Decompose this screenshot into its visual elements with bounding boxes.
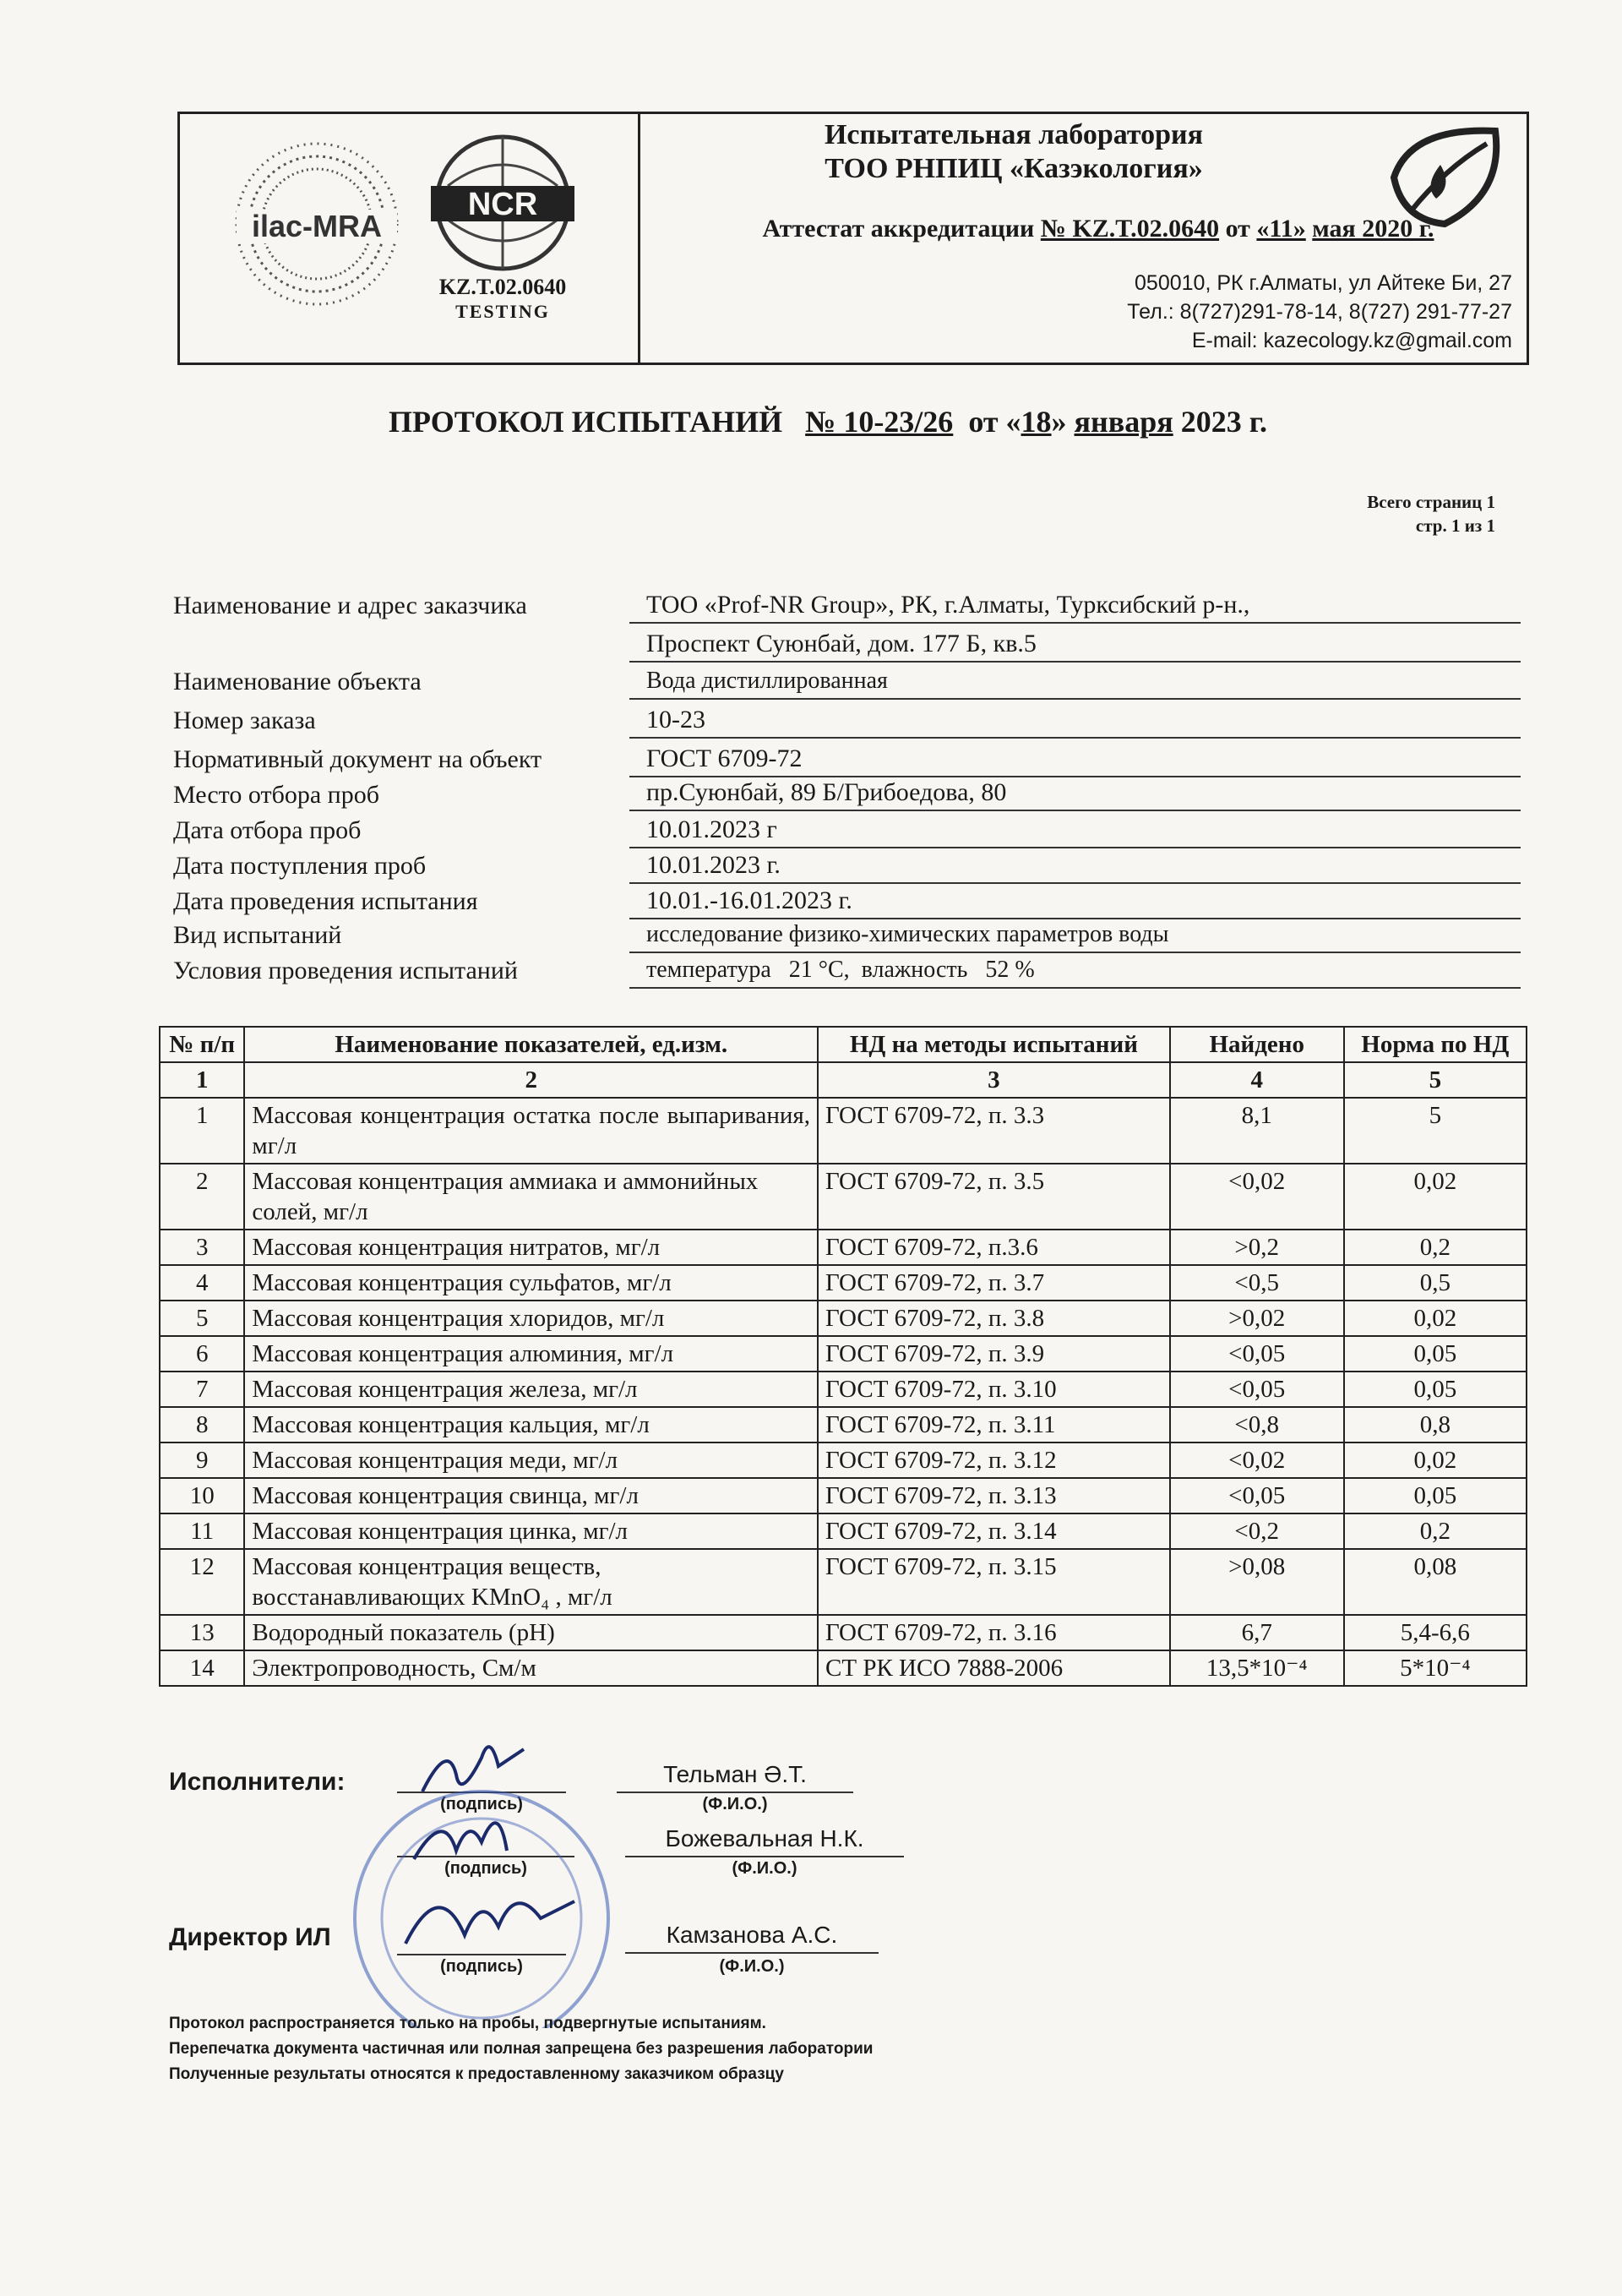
- table-row: [160, 1615, 1527, 1650]
- info-value: ГОСТ 6709-72: [629, 742, 1521, 777]
- cell-indicator: Массовая концентрация алюминия, мг/л: [244, 1336, 818, 1372]
- cell-number: 1: [160, 1098, 244, 1164]
- cell-found: <0,5: [1170, 1265, 1344, 1301]
- cell-number: 13: [160, 1615, 244, 1650]
- cell-norm: 0,2: [1344, 1513, 1527, 1549]
- table-row: [160, 1265, 1527, 1301]
- title-close: »: [1051, 405, 1067, 439]
- signature-2-icon: [414, 1823, 507, 1859]
- table-row: [160, 1549, 1527, 1615]
- cell-indicator: Массовая концентрация сульфатов, мг/л: [244, 1265, 818, 1301]
- cell-found: 6,7: [1170, 1615, 1344, 1650]
- executor2-name: Божевальная Н.К.: [665, 1825, 864, 1852]
- header-indicator: Наименование показателей, ед.изм.: [244, 1027, 818, 1062]
- address-line1: 050010, РК г.Алматы, ул Айтеке Би, 27: [1135, 271, 1512, 295]
- signature-3-icon: [406, 1901, 574, 1944]
- info-label: Дата поступления проб: [173, 852, 427, 880]
- ilac-text: ilac-MRA: [251, 209, 383, 243]
- signatures-and-stamp: [287, 1724, 676, 2028]
- cell-method: ГОСТ 6709-72, п. 3.13: [818, 1478, 1170, 1513]
- title-from: от «: [968, 405, 1021, 439]
- cell-norm: 5,4-6,6: [1344, 1615, 1527, 1650]
- cell-norm: 0,5: [1344, 1265, 1527, 1301]
- executor2-sign-caption: (подпись): [444, 1859, 527, 1878]
- info-value: 10.01.2023 г: [629, 813, 1521, 848]
- accreditation-from: от: [1225, 215, 1250, 243]
- info-value: Проспект Суюнбай, дом. 177 Б, кв.5: [629, 627, 1521, 663]
- info-value: исследование физико-химических параметров воды: [629, 918, 1521, 953]
- cell-method: ГОСТ 6709-72, п. 3.3: [818, 1098, 1170, 1164]
- protocol-title: [169, 404, 1487, 439]
- page-counter: [1183, 490, 1495, 537]
- cell-indicator: Массовая концентрация остатка после выпаривания, мг/л: [244, 1098, 818, 1164]
- director-fio-caption: (Ф.И.О.): [719, 1957, 785, 1976]
- footer-note: Протокол распространяется только на пробы, подвергнутые испытаниям.: [169, 2015, 766, 2032]
- executor1-fio-caption: (Ф.И.О.): [702, 1795, 768, 1813]
- pages-total: Всего страниц 1: [1367, 492, 1495, 512]
- title-month: января: [1074, 405, 1173, 439]
- cell-method: ГОСТ 6709-72, п. 3.7: [818, 1265, 1170, 1301]
- cell-norm: 0,05: [1344, 1372, 1527, 1407]
- header-divider: [638, 112, 640, 365]
- executors-label: Исполнители:: [169, 1768, 346, 1796]
- lab-name-line1: Испытательная лаборатория: [824, 119, 1204, 150]
- title-day: 18: [1021, 405, 1052, 439]
- cell-method: ГОСТ 6709-72, п. 3.10: [818, 1372, 1170, 1407]
- stamp-icon: [355, 1792, 608, 2028]
- cell-method: ГОСТ 6709-72, п. 3.12: [818, 1442, 1170, 1478]
- header-norm: Норма по НД: [1344, 1027, 1527, 1062]
- cell-number: 9: [160, 1442, 244, 1478]
- ncr-text: NCR: [467, 187, 538, 222]
- table-row: [160, 1301, 1527, 1336]
- info-label: Место отбора проб: [173, 781, 379, 809]
- info-value: Вода дистиллированная: [629, 664, 1521, 700]
- cell-found: <0,05: [1170, 1372, 1344, 1407]
- info-label: Наименование объекта: [173, 668, 422, 695]
- colnum-3: 3: [818, 1062, 1170, 1098]
- cell-indicator: Массовая концентрация цинка, мг/л: [244, 1513, 818, 1549]
- cell-norm: 5: [1344, 1098, 1527, 1164]
- cell-norm: 0,02: [1344, 1301, 1527, 1336]
- info-value: 10.01.2023 г.: [629, 848, 1521, 884]
- table-row: [160, 1230, 1527, 1265]
- cell-method: ГОСТ 6709-72, п. 3.5: [818, 1164, 1170, 1230]
- cell-number: 10: [160, 1478, 244, 1513]
- table-row: [160, 1442, 1527, 1478]
- table-body: [160, 1098, 1527, 1686]
- cell-indicator: Массовая концентрация кальция, мг/л: [244, 1407, 818, 1442]
- cell-norm: 0,02: [1344, 1164, 1527, 1230]
- cell-indicator: Массовая концентрация аммиака и аммонийных солей, мг/л: [244, 1164, 818, 1230]
- table-row: [160, 1098, 1527, 1164]
- cell-norm: 0,8: [1344, 1407, 1527, 1442]
- lab-address: [760, 269, 1512, 355]
- cell-found: <0,8: [1170, 1407, 1344, 1442]
- cell-indicator: Массовая концентрация нитратов, мг/л: [244, 1230, 818, 1265]
- info-value: пр.Суюнбай, 89 Б/Грибоедова, 80: [629, 776, 1521, 811]
- cell-number: 8: [160, 1407, 244, 1442]
- cell-number: 5: [160, 1301, 244, 1336]
- colnum-2: 2: [244, 1062, 818, 1098]
- executor2-fio-caption: (Ф.И.О.): [732, 1859, 797, 1878]
- cell-found: >0,2: [1170, 1230, 1344, 1265]
- accreditation-month-year: мая 2020 г.: [1312, 215, 1434, 243]
- info-label: Дата проведения испытания: [173, 887, 478, 915]
- info-value: 10.01.-16.01.2023 г.: [629, 884, 1521, 919]
- director-label: Директор ИЛ: [169, 1923, 331, 1951]
- cell-found: 13,5*10⁻⁴: [1170, 1650, 1344, 1686]
- header-method: НД на методы испытаний: [818, 1027, 1170, 1062]
- director-name: Камзанова А.С.: [666, 1922, 838, 1948]
- lab-name-line2: ТОО РНПИЦ «Казэкология»: [825, 153, 1203, 184]
- address-line2: Тел.: 8(727)291-78-14, 8(727) 291-77-27: [1127, 300, 1512, 324]
- accreditation-line: [676, 215, 1521, 243]
- table-row: [160, 1336, 1527, 1372]
- cell-number: 11: [160, 1513, 244, 1549]
- header-found: Найдено: [1170, 1027, 1344, 1062]
- accreditation-prefix: Аттестат аккредитации: [762, 215, 1035, 243]
- colnum-1: 1: [160, 1062, 244, 1098]
- cell-norm: 0,05: [1344, 1336, 1527, 1372]
- cell-number: 2: [160, 1164, 244, 1230]
- cell-indicator: Электропроводность, См/м: [244, 1650, 818, 1686]
- cell-method: ГОСТ 6709-72, п. 3.9: [818, 1336, 1170, 1372]
- cell-norm: 0,2: [1344, 1230, 1527, 1265]
- info-value: 10-23: [629, 703, 1521, 739]
- cell-number: 4: [160, 1265, 244, 1301]
- cell-indicator: Массовая концентрация меди, мг/л: [244, 1442, 818, 1478]
- table-row: [160, 1650, 1527, 1686]
- cell-indicator: Массовая концентрация свинца, мг/л: [244, 1478, 818, 1513]
- cell-found: <0,05: [1170, 1478, 1344, 1513]
- footer-note: Перепечатка документа частичная или полная запрещена без разрешения лаборатории: [169, 2040, 874, 2058]
- cell-method: СТ РК ИСО 7888-2006: [818, 1650, 1170, 1686]
- info-label: Нормативный документ на объект: [173, 745, 542, 773]
- colnum-5: 5: [1344, 1062, 1527, 1098]
- info-label: Вид испытаний: [173, 921, 342, 949]
- cell-number: 3: [160, 1230, 244, 1265]
- ilac-mra-logo: [228, 135, 406, 313]
- cell-number: 12: [160, 1549, 244, 1615]
- table-row: [160, 1372, 1527, 1407]
- cell-method: ГОСТ 6709-72, п. 3.16: [818, 1615, 1170, 1650]
- pages-current: стр. 1 из 1: [1415, 515, 1495, 536]
- results-table: [159, 1026, 1527, 1687]
- footer-notes: [169, 2011, 1436, 2087]
- cell-method: ГОСТ 6709-72, п. 3.15: [818, 1549, 1170, 1615]
- table-row: [160, 1513, 1527, 1549]
- address-email: E-mail: kazecology.kz@gmail.com: [1191, 329, 1512, 352]
- signature-1-icon: [422, 1747, 524, 1792]
- table-row: [160, 1478, 1527, 1513]
- title-prefix: ПРОТОКОЛ ИСПЫТАНИЙ: [389, 405, 783, 439]
- info-value: температура 21 °С, влажность 52 %: [629, 953, 1521, 989]
- cell-number: 7: [160, 1372, 244, 1407]
- cell-found: >0,02: [1170, 1301, 1344, 1336]
- executor1-sign-caption: (подпись): [440, 1795, 523, 1813]
- executor1-name: Тельман Ә.Т.: [663, 1761, 807, 1787]
- colnum-4: 4: [1170, 1062, 1344, 1098]
- director-sign-caption: (подпись): [440, 1957, 523, 1976]
- cell-number: 6: [160, 1336, 244, 1372]
- cell-found: 8,1: [1170, 1098, 1344, 1164]
- ncr-code: KZ.T.02.0640: [438, 275, 567, 299]
- cell-found: <0,02: [1170, 1164, 1344, 1230]
- footer-note: Полученные результаты относятся к предоставленному заказчиком образцу: [169, 2065, 784, 2083]
- ncr-testing: TESTING: [455, 301, 550, 322]
- cell-indicator: Массовая концентрация хлоридов, мг/л: [244, 1301, 818, 1336]
- cell-found: <0,2: [1170, 1513, 1344, 1549]
- title-number: № 10-23/26: [805, 405, 954, 439]
- cell-indicator: Водородный показатель (pH): [244, 1615, 818, 1650]
- cell-number: 14: [160, 1650, 244, 1686]
- cell-found: <0,02: [1170, 1442, 1344, 1478]
- title-year: 2023 г.: [1180, 405, 1267, 439]
- info-label: Номер заказа: [173, 706, 316, 734]
- cell-indicator: Массовая концентрация железа, мг/л: [244, 1372, 818, 1407]
- cell-found: >0,08: [1170, 1549, 1344, 1615]
- header-number: № п/п: [160, 1027, 244, 1062]
- info-value: ТОО «Prof-NR Group», РК, г.Алматы, Турксибский р-н.,: [629, 588, 1521, 624]
- cell-method: ГОСТ 6709-72, п. 3.14: [818, 1513, 1170, 1549]
- cell-norm: 5*10⁻⁴: [1344, 1650, 1527, 1686]
- table-header-row: [160, 1027, 1527, 1062]
- cell-indicator: Массовая концентрация веществ, восстанавливающих KMnO₄ , мг/л: [244, 1549, 818, 1615]
- lab-name: [642, 118, 1385, 186]
- info-label: Наименование и адрес заказчика: [173, 592, 527, 619]
- cell-method: ГОСТ 6709-72, п. 3.11: [818, 1407, 1170, 1442]
- cell-norm: 0,08: [1344, 1549, 1527, 1615]
- cell-norm: 0,02: [1344, 1442, 1527, 1478]
- cell-method: ГОСТ 6709-72, п. 3.8: [818, 1301, 1170, 1336]
- accreditation-number: № KZ.T.02.0640: [1040, 215, 1220, 243]
- cell-method: ГОСТ 6709-72, п.3.6: [818, 1230, 1170, 1265]
- info-label: Дата отбора проб: [173, 816, 362, 844]
- cell-norm: 0,05: [1344, 1478, 1527, 1513]
- table-row: [160, 1164, 1527, 1230]
- info-label: Условия проведения испытаний: [173, 957, 518, 984]
- accreditation-day: «11»: [1256, 215, 1306, 243]
- table-row: [160, 1407, 1527, 1442]
- cell-found: <0,05: [1170, 1336, 1344, 1372]
- table-colnum-row: [160, 1062, 1527, 1098]
